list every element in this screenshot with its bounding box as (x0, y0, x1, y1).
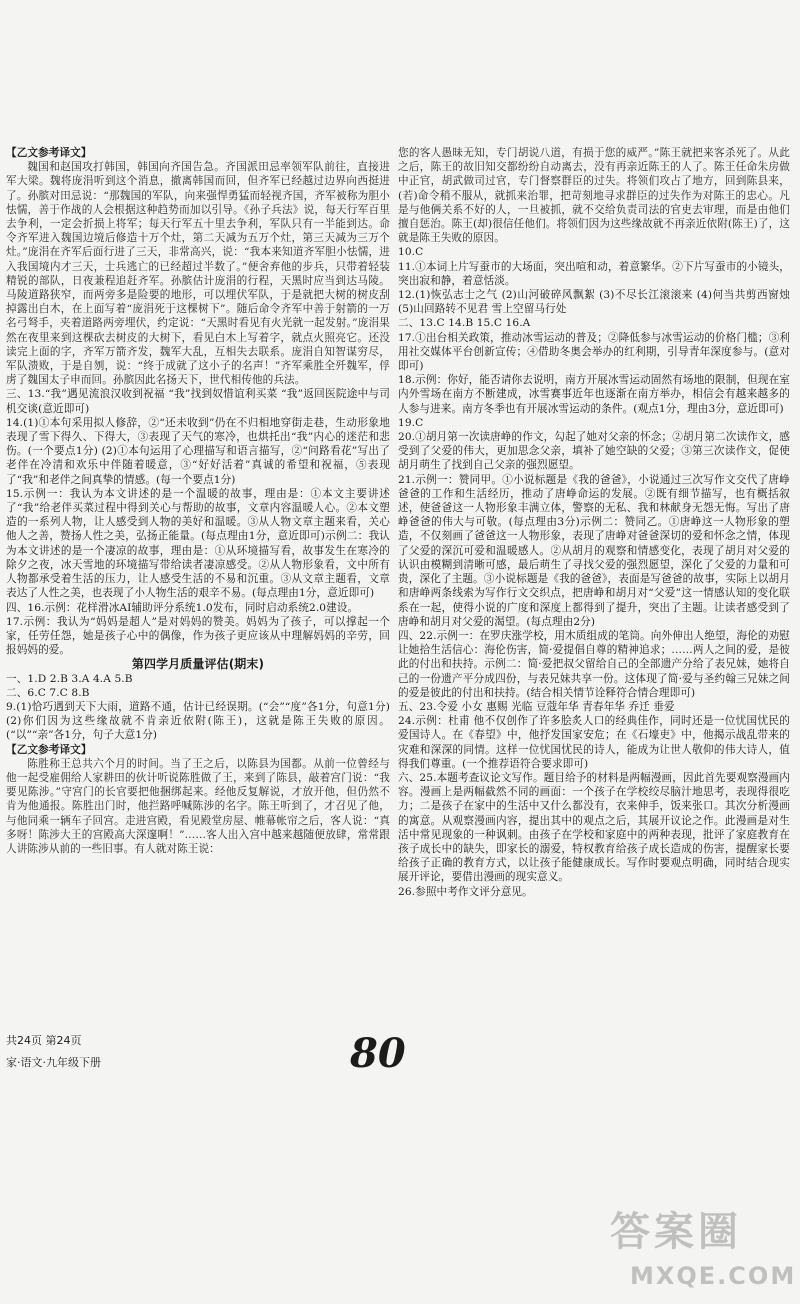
answer-25: 六、25.本题考查议论文写作。题目给予的材料是两幅漫画，因此首先要观察漫画内容。漫画上是两幅截然不同的画面：一个孩子在学校绞尽脑汁地思考，表现得很吃力；二是孩子在家中的生活中又什么都没有，衣来伸手，饭来张口。其次分析漫画的寓意。从观察漫画内容，提出其中的观点之后，其展开议论之作。此漫画是对生活中常见现象的一种讽刺。由孩子在学校和家庭中的两种表现，批评了家庭教育在孩子成长中的缺失，即家长的溺爱，特权教育给孩子成长造成的伤害，提醒家长要给孩子正确的教育方式，以让孩子能健康成长。写作时要观点明确，同时结合现实展开评论，要借出漫画的现实意义。 (398, 771, 790, 884)
translation-header-1: 【乙文参考译文】 (6, 147, 92, 159)
translation-paragraph-2: 陈胜称王总共六个月的时间。当了王之后，以陈县为国都。从前一位曾经与他一起受雇佣给人家耕田的伙计听说陈胜做了王，来到了陈县，敲着宫门说：“我要见陈涉。”守宫门的长官要把他捆绑起来。经他反复解说，才放开他，但仍然不肯为他通报。陈胜出门时，他拦路呼喊陈涉的名字。陈王听到了，才召见了他，与他同乘一辆车子回宫。走进宫殿，看见殿堂房屋、帷幕帐帘之后，客人说：“真多呀！陈涉大王的宫殿高大深邃啊！”……客人出入宫中越来越随便放肆，常常跟人讲陈涉从前的一些旧事。有人就对陈王说： (6, 757, 390, 855)
answer-13: 三、13.“我”遇见流浪汉收到祝福 “我”找到奴惜谊利买菜 “我”返回医院途中与司机交谈(意近即可) (6, 388, 390, 415)
answer-11: 11.①本词上片写蚕市的大场面，突出喧和动，着意繁华。②下片写蚕市的小镜头，突出寂和静，着意恬淡。 (398, 260, 790, 287)
answer-14: 14.(1)①本句采用拟人修辞，②“还未收到”仍在不归相地穿街走巷，生动形象地表现了雪下得久、下得大，③表现了天气的寒冷，也烘托出“我”内心的迷茫和悲伤。(一个要点1分) (2)①本句运用了心理描写和语言描写，②“问路看花”写出了老伴在冷清和欢乐中伴随着暖意，③“好好活着”真诚的希望和祝福，⑤表现了“我”和老伴之间真挚的情感。(每一个要点1分) (6, 416, 390, 486)
answer-15: 15.示例一：我认为本文讲述的是一个温暖的故事，理由是：①本文主要讲述了“我”给老伴买菜过程中得到关心与帮助的故事，文章内容温暖人心。②本文塑造的一系列人物，让人感受到人物的美好和温暖。③从人物文章主题来看，关心他人之善，赞扬人性之美，弘扬正能量。(每点理由1分，意近即可)示例二：我认为本文讲述的是一个凄凉的故事，理由是：①从环境描写看，故事发生在寒冷的除夕之夜，冰天雪地的环境描写带给读者凄凉感受。②从人物形象看，文中所有人物都承受着生活的压力，让人感受生活的不易和沉重。③从文章主题看，文章表达了人性之美，也表现了小人物生活的艰辛不易。(每点理由1分，意近即可) (6, 487, 390, 600)
answer-row-2: 二、6.C 7.C 8.B (6, 686, 90, 699)
answer-18: 18.示例：你好，能否请你去说明，南方开展冰雪运动固然有场地的限制，但现在室内外雪场在南方不断建成，冰雪赛事近年也逐渐在南方举办，相信会有越来越多的人参与进来。南方冬季也有开展冰雪运动的条件。(观点1分，理由3分，意近即可) (398, 374, 790, 415)
right-column (398, 146, 790, 899)
answer-26: 26.参照中考作文评分意见。 (398, 885, 533, 898)
section-title: 第四学月质量评估(期末) (131, 657, 265, 672)
footer-book-title: 家·语文·九年级下册 (6, 1056, 101, 1069)
left-column (6, 146, 390, 856)
answer-24: 24.示例：杜甫 他不仅创作了许多脍炙人口的经典佳作，同时还是一位忧国忧民的爱国诗人。在《春望》中，他抒发国家安危；在《石壕吏》中，他揭示战乱带来的灾难和深深的同情。这样一位忧国忧民的诗人，能成为让世人敬仰的伟大诗人，值得我们尊重。(一个推荐语符合要求即可) (398, 715, 790, 770)
watermark-url: MXQE.COM (630, 1262, 797, 1290)
watermark-logo (610, 1200, 797, 1300)
translation-header-2: 【乙文参考译文】 (6, 743, 92, 756)
answer-row-13: 二、13.C 14.B 15.C 16.A (398, 317, 531, 330)
answer-19: 19.C (398, 416, 424, 429)
footer-page-count: 共24页 第24页 (6, 1034, 82, 1047)
watermark-text: 答案圈 (610, 1209, 742, 1255)
answer-9: 9.(1)恰巧遇到天下大雨，道路不通，估计已经误期。(“会”“度”各1分，句意1分) (2)你们因为这些缘故就不肯亲近依附(陈王)，这就是陈王失败的原因。(“以”“亲”各1分，句子大意1分) (6, 700, 390, 742)
answer-21: 21.示例一：赞同甲。①小说标题是《我的爸爸》，小说通过三次写作文交代了唐峥爸爸的工作和生活经历，推动了唐峥命运的发展。②既有细节描写，也有概括叙述，使爸爸这一人物形象丰满立体，警察的无私、我和林献身无怨无悔。写出了唐峥爸爸的伟大与可敬。(每点理由3分)示例二：赞同乙。①唐峥这一人物形象的塑造，不仅刻画了爸爸这一人物形象，表现了唐峥对爸爸深切的爱和怀念之情，体现了父爱的深沉可爱和温暖感人。②从胡月的观察和情感变化，表现了胡月对父爱的认识由模糊到清晰可感，最后萌生了寻找父爱的强烈愿望，深化了父爱的力量和可贵，深化了主题。③小说标题是《我的爸爸》，表面是写爸爸的故事，实际上以胡月和唐峥两条线索为写作行文交织点，把唐峥和胡月对“父爱”这一情感认知的变化联系在一起，使得小说的广度和深度上都得到了提升，突出了主题。让读者感受到了唐峥和胡月对父爱的渴望。(每点理由2分) (398, 473, 790, 628)
answer-12: 12.(1)恢弘志士之气 (2)山河破碎风飘絮 (3)不尽长江滚滚来 (4)何当共剪西窗烛 (5)山回路转不见君 雪上空留马行处 (398, 289, 790, 316)
translation-paragraph-continued: 您的客人愚昧无知，专门胡说八道，有损于您的威严。”陈王就把来客杀死了。从此之后，陈王的故旧知交都纷纷自动离去，没有再亲近陈王的人了。陈王任命朱房做中正官，胡武做司过官，专门督察群臣的过失。将领们攻占了地方，回到陈县来，(若)命令稍不服从，就抓来治罪，把苛刻地寻求群臣的过失作为对陈王的忠心。凡是与他俩关系不好的人，一旦被抓，就不交给负责司法的官吏去审理，而是由他们擅自惩治。陈王(却)很信任他们。将领们因为这些缘故就不再亲近依附(陈王)了，这就是陈王失败的原因。 (398, 147, 790, 245)
answer-16: 四、16.示例：花样滑冰AI辅助评分系统1.0发布，同时启动系统2.0建设。 (6, 601, 359, 614)
page-number: 80 (350, 1030, 406, 1077)
translation-paragraph-1: 魏国和赵国攻打韩国，韩国向齐国告急。齐国派田忌率领军队前往，直接进军大梁。魏将庞涓听到这个消息，撤离韩国而回，但齐军已经越过边界向西挺进了。孙膑对田忌说：“那魏国的军队，向来强悍勇猛而轻视齐国，齐军被称为胆小怯懦，善于作战的人会根据这种趋势而加以引导。《孙子兵法》说，每天行军百里去争利，一定会折损上将军；每天行军五十里去争利，军队只有一半能到达。命令齐军进入魏国边境后修造十万个灶，第二天减为五万个灶，第三天减为三万个灶。”庞涓在齐军后面行进了三天，非常高兴，说：“我本来知道齐军胆小怯懦，进入我国境内才三天，士兵逃亡的已经超过半数了。”便舍弃他的步兵，只带着轻装精锐的部队，日夜兼程追赶齐军。孙膑估计庞涓的行程，天黑时应当到达马陵。马陵道路狭窄，而两旁多是险要的地形，可以埋伏军队，于是就把大树的树皮刮掉露出白木，在上面写着“庞涓死于这棵树下”。随后命令齐军中善于射箭的一万名弓弩手，夹着道路两旁埋伏，约定说：“天黑时看见有火光就一起发射。”庞涓果然在夜里来到这棵砍去树皮的大树下，看见白木上写着字，就点火照亮它。还没读完上面的字，齐军万箭齐发，魏军大乱，互相失去联系。庞涓自知智谋穷尽，军队溃败，于是自刎，说：“终于成就了这小子的名声！”齐军乘胜全歼魏军，俘虏了魏国太子申而回。孙膑因此名扬天下，世代相传他的兵法。 (6, 161, 390, 387)
answer-17b: 17.①出台相关政策，推动冰雪运动的普及；②降低参与冰雪运动的价格门槛；③利用社交媒体平台创新宣传；④借助冬奥会举办的红利期，引导青年深度参与。(意对即可) (398, 331, 790, 373)
footer-left (6, 1030, 101, 1074)
answer-10: 10.C (398, 246, 424, 259)
answer-20: 20.①胡月第一次读唐峥的作文，勾起了她对父亲的怀念；②胡月第二次读作文，感受到了父爱的伟大，更加思念父亲，填补了她空缺的父爱；③第三次读作文，促使胡月萌生了找到自己父亲的强烈愿望。 (398, 431, 790, 472)
answer-22: 四、22.示例一：在罗庆涨学校，用木质组成的笔筒。向外伸出人绝望，海伦的劝慰让她拾生活信心：海伦伤害，简·爱提倡自尊的精神追求；……两人之间的爱，是彼此的付出和扶持。示例二：简·爱把叔父留给自己的全部遗产分给了表兄妹，她将自己的一份遗产平分成四份，与表兄妹共享一份。这体现了简·爱与圣约翰三兄妹之间的爱是彼此的付出和扶持。(结合相关情节诠释符合情合理即可) (398, 629, 790, 699)
answer-23: 五、23.令爱 小女 惠赐 光临 豆蔻年华 青春年华 乔迁 垂爱 (398, 700, 675, 713)
answer-row-1: 一、1.D 2.B 3.A 4.A 5.B (6, 672, 133, 685)
answer-17: 17.示例：我认为“妈妈是超人”是对妈妈的赞美。妈妈为了孩子，可以撑起一个家，任劳任怨，她是孩子心中的偶像，作为孩子更应该从中理解妈妈的辛劳，回报妈妈的爱。 (6, 615, 390, 657)
